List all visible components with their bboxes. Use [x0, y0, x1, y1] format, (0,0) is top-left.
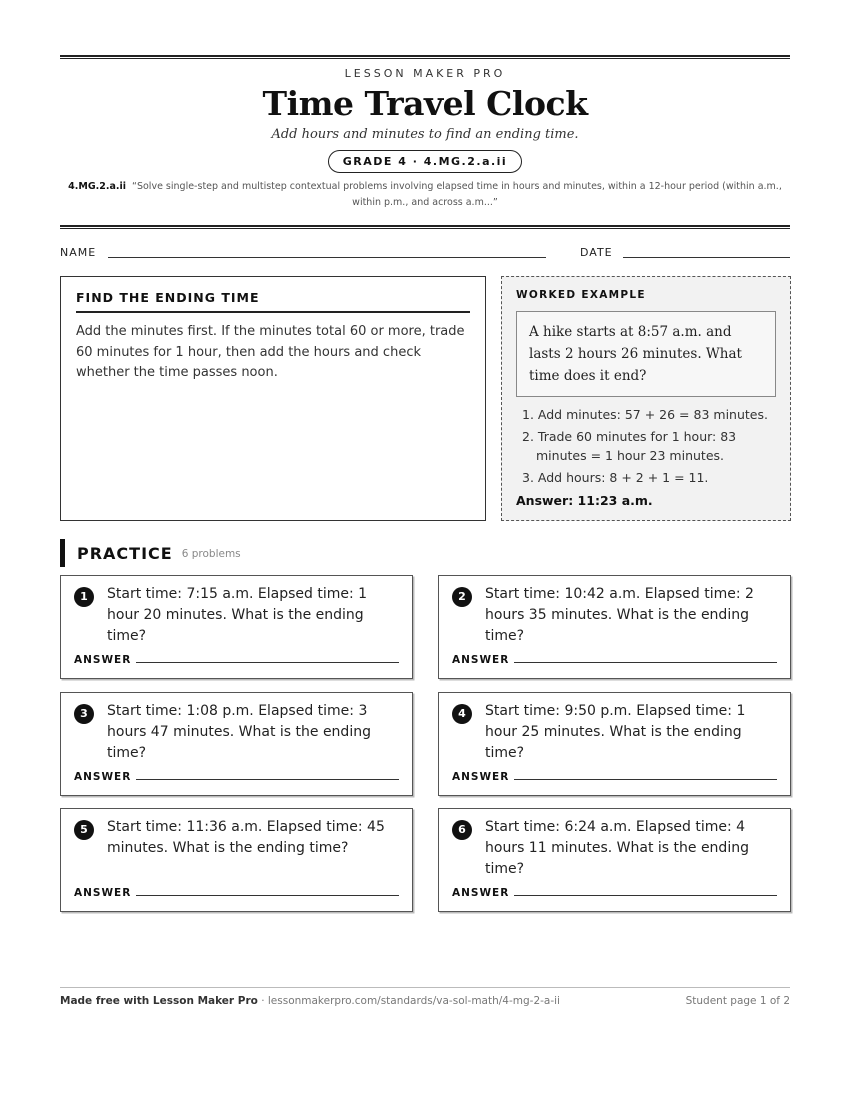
practice-problem-card [438, 692, 791, 796]
page-header [60, 60, 790, 211]
problem-number: 5 [74, 820, 94, 840]
problem-text: Start time: 7:15 a.m. Elapsed time: 1 hour 20 minutes. What is the ending time? [107, 586, 368, 644]
find-ending-time-box [60, 276, 486, 521]
answer-label: ANSWER [74, 771, 132, 783]
answer-label: ANSWER [74, 887, 132, 899]
answer-field[interactable] [136, 779, 399, 780]
practice-problem-card [60, 808, 413, 912]
name-date-row [60, 246, 790, 262]
footer-url[interactable]: · lessonmakerpro.com/standards/va-sol-math/4-mg-2-a-ii [257, 995, 560, 1007]
standard-text: “Solve single-step and multistep contextual problems involving elapsed time in hours and minutes, within a 12-hour period (within a.m., within p.m., and across a.m...” [132, 181, 782, 208]
worked-example-problem: A hike starts at 8:57 a.m. and lasts 2 hours 26 minutes. What time does it end? [516, 311, 776, 397]
answer-field[interactable] [136, 895, 399, 896]
worked-step: 1. Add minutes: 57 + 26 = 83 minutes. [522, 407, 768, 422]
find-title: FIND THE ENDING TIME [76, 290, 470, 313]
problem-number: 6 [452, 820, 472, 840]
answer-label: ANSWER [74, 654, 132, 666]
practice-problem-card [60, 575, 413, 679]
worked-step: 2. Trade 60 minutes for 1 hour: 83 minutes = 1 hour 23 minutes. [522, 429, 737, 463]
answer-label: ANSWER [452, 654, 510, 666]
answer-label: ANSWER [452, 771, 510, 783]
page-footer [60, 995, 790, 1007]
worked-example-title: WORKED EXAMPLE [516, 289, 646, 301]
worked-step: 3. Add hours: 8 + 2 + 1 = 11. [522, 470, 709, 485]
date-label: DATE [580, 246, 613, 259]
practice-problem-card [438, 808, 791, 912]
top-rule [60, 55, 790, 59]
answer-label: ANSWER [452, 887, 510, 899]
problem-text: Start time: 11:36 a.m. Elapsed time: 45 minutes. What is the ending time? [107, 819, 385, 856]
answer-field[interactable] [514, 895, 777, 896]
find-instructions: Add the minutes first. If the minutes total 60 or more, trade 60 minutes for 1 hour, then add the hours and check whether the time passes noon. [76, 324, 465, 380]
page-indicator: Student page 1 of 2 [685, 995, 790, 1007]
date-field[interactable] [623, 257, 790, 258]
practice-problem-card [60, 692, 413, 796]
footer-brand: Made free with Lesson Maker Pro [60, 995, 258, 1007]
problem-number: 3 [74, 704, 94, 724]
problem-text: Start time: 10:42 a.m. Elapsed time: 2 hours 35 minutes. What is the ending time? [485, 586, 754, 644]
worked-example-steps [516, 405, 776, 487]
name-field[interactable] [108, 257, 546, 258]
practice-heading [60, 539, 241, 567]
worked-example-box [501, 276, 791, 521]
grade-badge: GRADE 4 · 4.MG.2.a.ii [328, 150, 522, 173]
name-label: NAME [60, 246, 97, 259]
practice-problem-card [438, 575, 791, 679]
standard-description [60, 179, 790, 211]
practice-count: 6 problems [181, 548, 241, 560]
footer-rule [60, 987, 790, 988]
header-bottom-rule [60, 225, 790, 229]
problem-text: Start time: 6:24 a.m. Elapsed time: 4 hours 11 minutes. What is the ending time? [485, 819, 749, 877]
standard-code: 4.MG.2.a.ii [68, 181, 126, 192]
page-title: Time Travel Clock [262, 84, 588, 123]
problem-number: 1 [74, 587, 94, 607]
answer-field[interactable] [514, 779, 777, 780]
practice-title: PRACTICE [77, 543, 173, 563]
problem-text: Start time: 9:50 p.m. Elapsed time: 1 hour 25 minutes. What is the ending time? [485, 703, 746, 761]
answer-field[interactable] [136, 662, 399, 663]
problem-number: 4 [452, 704, 472, 724]
brand-name: LESSON MAKER PRO [344, 67, 506, 80]
answer-field[interactable] [514, 662, 777, 663]
worked-example-answer: Answer: 11:23 a.m. [516, 493, 653, 508]
problem-text: Start time: 1:08 p.m. Elapsed time: 3 hours 47 minutes. What is the ending time? [107, 703, 371, 761]
page-subtitle: Add hours and minutes to find an ending time. [271, 127, 579, 142]
problem-number: 2 [452, 587, 472, 607]
